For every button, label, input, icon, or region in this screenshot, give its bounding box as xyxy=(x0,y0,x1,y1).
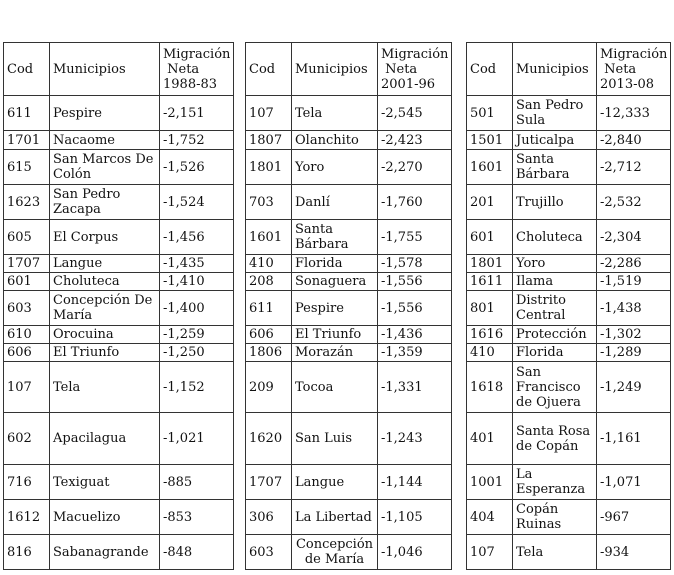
cell-municipio: San Pedro Sula xyxy=(513,96,597,131)
cell-cod: 703 xyxy=(246,185,292,220)
cell-municipio: Tela xyxy=(292,96,378,131)
table-row xyxy=(467,413,671,465)
cell-migracion-neta: -1,524 xyxy=(160,185,234,220)
cell-cod: 1806 xyxy=(246,344,292,362)
table-header-row xyxy=(246,43,452,96)
cell-municipio: Santa Rosa de Copán xyxy=(513,413,597,465)
cell-municipio: Juticalpa xyxy=(513,131,597,150)
cell-municipio: Apacilagua xyxy=(50,413,160,465)
cell-cod: 1701 xyxy=(4,131,50,150)
cell-cod: 601 xyxy=(467,220,513,255)
cell-cod: 306 xyxy=(246,500,292,535)
table-row xyxy=(246,535,452,570)
cell-migracion-neta: -967 xyxy=(597,500,671,535)
cell-migracion-neta: -1,046 xyxy=(378,535,452,570)
cell-migracion-neta: -2,545 xyxy=(378,96,452,131)
cell-cod: 1616 xyxy=(467,326,513,344)
cell-cod: 1707 xyxy=(246,465,292,500)
cell-municipio: Florida xyxy=(292,255,378,273)
table-row xyxy=(246,185,452,220)
cell-migracion-neta: -1,400 xyxy=(160,291,234,326)
table-row xyxy=(4,465,234,500)
cell-cod: 1807 xyxy=(246,131,292,150)
cell-migracion-neta: -848 xyxy=(160,535,234,570)
cell-migracion-neta: -1,519 xyxy=(597,273,671,291)
table-header-row xyxy=(467,43,671,96)
cell-cod: 410 xyxy=(467,344,513,362)
cell-migracion-neta: -2,151 xyxy=(160,96,234,131)
cell-cod: 1601 xyxy=(467,150,513,185)
cell-migracion-neta: -1,302 xyxy=(597,326,671,344)
cell-migracion-neta: -2,423 xyxy=(378,131,452,150)
table-row xyxy=(467,273,671,291)
cell-migracion-neta: -1,331 xyxy=(378,362,452,413)
cell-cod: 404 xyxy=(467,500,513,535)
cell-migracion-neta: -1,152 xyxy=(160,362,234,413)
table-row xyxy=(467,500,671,535)
table-row xyxy=(246,326,452,344)
table-row xyxy=(4,535,234,570)
cell-municipio: Sonaguera xyxy=(292,273,378,291)
table-row xyxy=(467,185,671,220)
table-row xyxy=(467,220,671,255)
cell-migracion-neta: -1,021 xyxy=(160,413,234,465)
table-row xyxy=(467,465,671,500)
cell-cod: 209 xyxy=(246,362,292,413)
header-cod: Cod xyxy=(4,43,50,96)
header-migracion-neta: Migración Neta 1988-83 xyxy=(160,43,234,96)
cell-migracion-neta: -1,456 xyxy=(160,220,234,255)
cell-municipio: Santa Bárbara xyxy=(292,220,378,255)
cell-migracion-neta: -1,760 xyxy=(378,185,452,220)
cell-cod: 605 xyxy=(4,220,50,255)
table-row xyxy=(246,291,452,326)
table-row xyxy=(246,465,452,500)
cell-municipio: San Francisco de Ojuera xyxy=(513,362,597,413)
cell-municipio: Choluteca xyxy=(50,273,160,291)
cell-municipio: Distrito Central xyxy=(513,291,597,326)
cell-municipio: Tela xyxy=(513,535,597,570)
table-row xyxy=(467,255,671,273)
cell-migracion-neta: -2,270 xyxy=(378,150,452,185)
header-cod: Cod xyxy=(246,43,292,96)
cell-cod: 1501 xyxy=(467,131,513,150)
table-row xyxy=(246,255,452,273)
cell-migracion-neta: -2,286 xyxy=(597,255,671,273)
header-cod: Cod xyxy=(467,43,513,96)
cell-cod: 615 xyxy=(4,150,50,185)
cell-municipio: Langue xyxy=(292,465,378,500)
cell-migracion-neta: -1,359 xyxy=(378,344,452,362)
cell-municipio: Olanchito xyxy=(292,131,378,150)
cell-municipio: Choluteca xyxy=(513,220,597,255)
table-row xyxy=(4,500,234,535)
table-row xyxy=(246,150,452,185)
cell-cod: 107 xyxy=(246,96,292,131)
cell-cod: 606 xyxy=(246,326,292,344)
cell-migracion-neta: -934 xyxy=(597,535,671,570)
table-row xyxy=(4,273,234,291)
cell-municipio: Concepción De María xyxy=(50,291,160,326)
cell-migracion-neta: -853 xyxy=(160,500,234,535)
cell-municipio: Orocuina xyxy=(50,326,160,344)
table-row xyxy=(246,131,452,150)
table-row xyxy=(467,535,671,570)
header-migracion-neta: Migración Neta 2001-96 xyxy=(378,43,452,96)
cell-migracion-neta: -1,526 xyxy=(160,150,234,185)
table-row xyxy=(246,362,452,413)
cell-municipio: Texiguat xyxy=(50,465,160,500)
cell-municipio: Florida xyxy=(513,344,597,362)
cell-migracion-neta: -1,249 xyxy=(597,362,671,413)
cell-cod: 1801 xyxy=(246,150,292,185)
cell-municipio: Tela xyxy=(50,362,160,413)
header-municipios: Municipios xyxy=(292,43,378,96)
cell-cod: 1707 xyxy=(4,255,50,273)
cell-municipio: Santa Bárbara xyxy=(513,150,597,185)
cell-migracion-neta: -1,578 xyxy=(378,255,452,273)
table-row xyxy=(4,291,234,326)
migration-table-2001-96 xyxy=(245,42,452,570)
cell-municipio: La Esperanza xyxy=(513,465,597,500)
cell-municipio: Langue xyxy=(50,255,160,273)
table-row xyxy=(246,500,452,535)
cell-cod: 1618 xyxy=(467,362,513,413)
cell-municipio: San Marcos De Colón xyxy=(50,150,160,185)
cell-migracion-neta: -2,304 xyxy=(597,220,671,255)
cell-municipio: Nacaome xyxy=(50,131,160,150)
cell-municipio: Pespire xyxy=(292,291,378,326)
cell-migracion-neta: -1,071 xyxy=(597,465,671,500)
cell-cod: 208 xyxy=(246,273,292,291)
cell-migracion-neta: -1,243 xyxy=(378,413,452,465)
cell-migracion-neta: -1,438 xyxy=(597,291,671,326)
cell-cod: 1612 xyxy=(4,500,50,535)
cell-cod: 201 xyxy=(467,185,513,220)
cell-migracion-neta: -2,712 xyxy=(597,150,671,185)
cell-migracion-neta: -1,250 xyxy=(160,344,234,362)
cell-migracion-neta: -1,161 xyxy=(597,413,671,465)
table-header-row xyxy=(4,43,234,96)
table-row xyxy=(246,413,452,465)
cell-municipio: Pespire xyxy=(50,96,160,131)
table-row xyxy=(246,96,452,131)
cell-municipio: El Triunfo xyxy=(50,344,160,362)
cell-cod: 1623 xyxy=(4,185,50,220)
cell-cod: 501 xyxy=(467,96,513,131)
cell-migracion-neta: -1,144 xyxy=(378,465,452,500)
cell-migracion-neta: -1,752 xyxy=(160,131,234,150)
table-row xyxy=(467,326,671,344)
cell-migracion-neta: -1,556 xyxy=(378,273,452,291)
cell-municipio: Ilama xyxy=(513,273,597,291)
cell-cod: 1801 xyxy=(467,255,513,273)
table-row xyxy=(467,344,671,362)
cell-municipio: El Corpus xyxy=(50,220,160,255)
cell-municipio: Tocoa xyxy=(292,362,378,413)
table-row xyxy=(4,96,234,131)
cell-municipio: Sabanagrande xyxy=(50,535,160,570)
cell-cod: 107 xyxy=(4,362,50,413)
table-row xyxy=(4,131,234,150)
cell-cod: 611 xyxy=(4,96,50,131)
cell-municipio: Morazán xyxy=(292,344,378,362)
cell-cod: 410 xyxy=(246,255,292,273)
cell-municipio: Macuelizo xyxy=(50,500,160,535)
cell-migracion-neta: -2,532 xyxy=(597,185,671,220)
migration-table-2013-08 xyxy=(466,42,671,570)
cell-migracion-neta: -1,755 xyxy=(378,220,452,255)
cell-migracion-neta: -1,436 xyxy=(378,326,452,344)
cell-cod: 602 xyxy=(4,413,50,465)
cell-cod: 401 xyxy=(467,413,513,465)
cell-cod: 816 xyxy=(4,535,50,570)
cell-cod: 610 xyxy=(4,326,50,344)
table-row xyxy=(467,362,671,413)
cell-migracion-neta: -885 xyxy=(160,465,234,500)
cell-cod: 1620 xyxy=(246,413,292,465)
cell-cod: 611 xyxy=(246,291,292,326)
table-row xyxy=(4,220,234,255)
cell-migracion-neta: -1,289 xyxy=(597,344,671,362)
table-row xyxy=(4,326,234,344)
cell-municipio: La Libertad xyxy=(292,500,378,535)
cell-cod: 1001 xyxy=(467,465,513,500)
table-row xyxy=(4,185,234,220)
table-row xyxy=(246,220,452,255)
header-municipios: Municipios xyxy=(50,43,160,96)
table-row xyxy=(4,413,234,465)
table-row xyxy=(246,344,452,362)
migration-table-1988-83 xyxy=(3,42,234,570)
cell-cod: 606 xyxy=(4,344,50,362)
cell-cod: 1611 xyxy=(467,273,513,291)
cell-cod: 1601 xyxy=(246,220,292,255)
cell-migracion-neta: -1,259 xyxy=(160,326,234,344)
cell-migracion-neta: -1,435 xyxy=(160,255,234,273)
cell-cod: 603 xyxy=(246,535,292,570)
table-row xyxy=(4,255,234,273)
cell-migracion-neta: -1,410 xyxy=(160,273,234,291)
cell-municipio: Copán Ruinas xyxy=(513,500,597,535)
cell-cod: 107 xyxy=(467,535,513,570)
cell-migracion-neta: -12,333 xyxy=(597,96,671,131)
table-row xyxy=(467,131,671,150)
cell-cod: 601 xyxy=(4,273,50,291)
cell-migracion-neta: -1,556 xyxy=(378,291,452,326)
cell-migracion-neta: -2,840 xyxy=(597,131,671,150)
cell-municipio: San Pedro Zacapa xyxy=(50,185,160,220)
cell-municipio: San Luis xyxy=(292,413,378,465)
cell-cod: 801 xyxy=(467,291,513,326)
cell-cod: 603 xyxy=(4,291,50,326)
table-row xyxy=(246,273,452,291)
cell-migracion-neta: -1,105 xyxy=(378,500,452,535)
cell-municipio: Trujillo xyxy=(513,185,597,220)
table-row xyxy=(4,362,234,413)
table-row xyxy=(467,291,671,326)
cell-municipio: Yoro xyxy=(292,150,378,185)
table-row xyxy=(467,150,671,185)
cell-municipio: Danlí xyxy=(292,185,378,220)
cell-municipio: Yoro xyxy=(513,255,597,273)
cell-cod: 716 xyxy=(4,465,50,500)
header-migracion-neta: Migración Neta 2013-08 xyxy=(597,43,671,96)
cell-municipio: Concepción de María xyxy=(292,535,378,570)
cell-municipio: Protección xyxy=(513,326,597,344)
cell-municipio: El Triunfo xyxy=(292,326,378,344)
header-municipios: Municipios xyxy=(513,43,597,96)
table-row xyxy=(4,150,234,185)
table-row xyxy=(4,344,234,362)
table-row xyxy=(467,96,671,131)
